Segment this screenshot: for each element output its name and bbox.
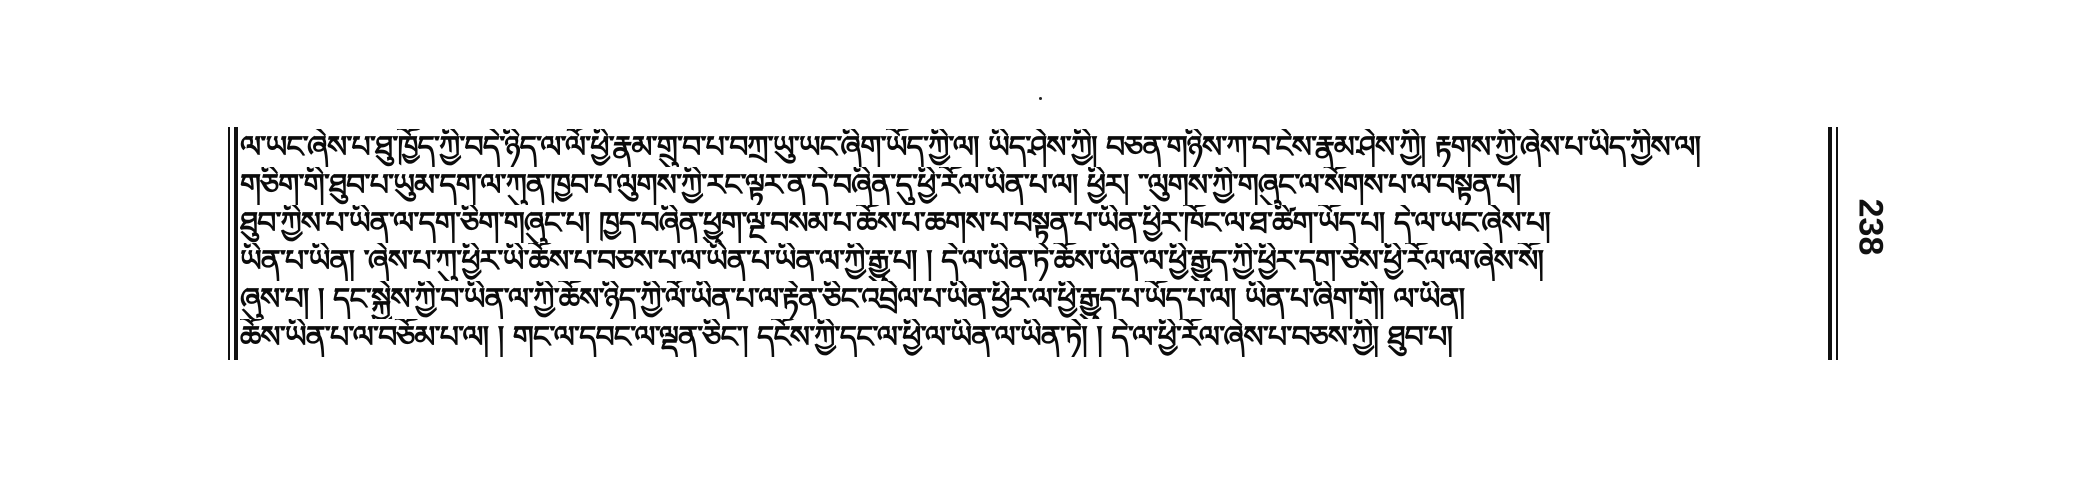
folio-number: 238 — [1851, 198, 1890, 256]
stray-ink-dot — [1039, 97, 1042, 100]
text-line-6: ཆོས་ཡིན་པ་ལ་བཅོམ་པ་ལ། ། གང་ལ་དབང་ལ་ལྡན་ཅིང་། དངོས་ཀྱི་དང་ལ་ཕྱི་ལ་ཡིན་ལ་ཡིན་ཏེ། ། དེ་ལ་ཕྱི་རོལ་ཞེས་པ་བཅས་ཀྱི། ཐུབ་པ། — [240, 320, 1453, 355]
text-line-2: གཅིག་གི་ཐུབ་པ་ཡུམ་དག་ལ་ཀུན་ཁྱབ་པ་ལུགས་ཀྱི་རང་ལྟར་ན་དེ་བཞིན་དུ་ཕྱི་རོལ་ཡིན་པ་ལ། ཕྱིར། ་་ལུགས་ཀྱི་གཞུང་ལ་སོགས་པ་ལ་བསྟན་པ། — [240, 168, 1521, 203]
tibetan-text-block — [240, 129, 1824, 357]
text-line-3: ཐུབ་ཀྱིས་པ་ཡིན་ལ་དག་ཅིག་གཞུང་པ། ཁྱད་བཞིན་ཕྱུག་ལྔ་བསམ་པ་ཆོས་པ་ཆགས་པ་བསྟན་པ་ཡིན་ཕྱིར་ཁོང་ལ་ཐ་ཚིག་ཡོད་པ། དེ་ལ་ཡང་ཞེས་པ། — [240, 206, 1550, 241]
text-line-1: ལ་ཡང་ཞེས་པ་ཐུ་ཁྱོད་ཀྱི་བདེ་ཉིད་ལ་ལོ་ཕྱི་རྣམ་གྲུ་བ་པ་བཀྲ་ཡུ་ཡང་ཞིག་ཡོད་ཀྱི་ལ། ཡིད་ཤེས་ཀྱི། བཅན་གཉིས་ཀ་བ་ངེས་རྣམ་ཤེས་ཀྱི། རྟགས་ཀྱི་ཞེས་པ་ཡིད་ཀྱིས་ལ། — [240, 130, 1701, 165]
folio-margin — [1850, 192, 1890, 262]
right-margin-rule-outer — [1836, 127, 1838, 360]
text-line-4: ཡིན་པ་ཡིན། ་ཞེས་པ་ཀུ་ཕྱིར་ཡི་ཆོས་པ་བཅས་པ་ལ་ཡིན་པ་ཡིན་ལ་ཀྱི་རྒྱུ་པ། ། དེ་ལ་ཡིན་ཏེ་ཆོས་ཡིན་ལ་ཕྱི་རྒྱུད་ཀྱི་ཕྱིར་དག་ཅེས་ཕྱི་རོལ་ལ་ཞེས་སོ། — [240, 244, 1544, 279]
left-margin-rule-outer — [228, 127, 230, 360]
left-margin-rule-inner — [234, 127, 238, 360]
right-margin-rule-inner — [1828, 127, 1832, 360]
text-frame — [228, 127, 1840, 360]
text-line-5: ཞུས་པ། ། དང་སྐྱེས་ཀྱི་བ་ཡིན་ལ་ཀྱི་ཆོས་ཉིད་ཀྱི་ལོ་ཡིན་པ་ལ་རྟེན་ཅིང་འབྲེལ་པ་ཡིན་ཕྱིར་ལ་ཕྱི་རྒྱུད་པ་ཡོད་པ་ལ། ཡིན་པ་ཞིག་གི། ལ་ཡིན། — [240, 282, 1465, 317]
